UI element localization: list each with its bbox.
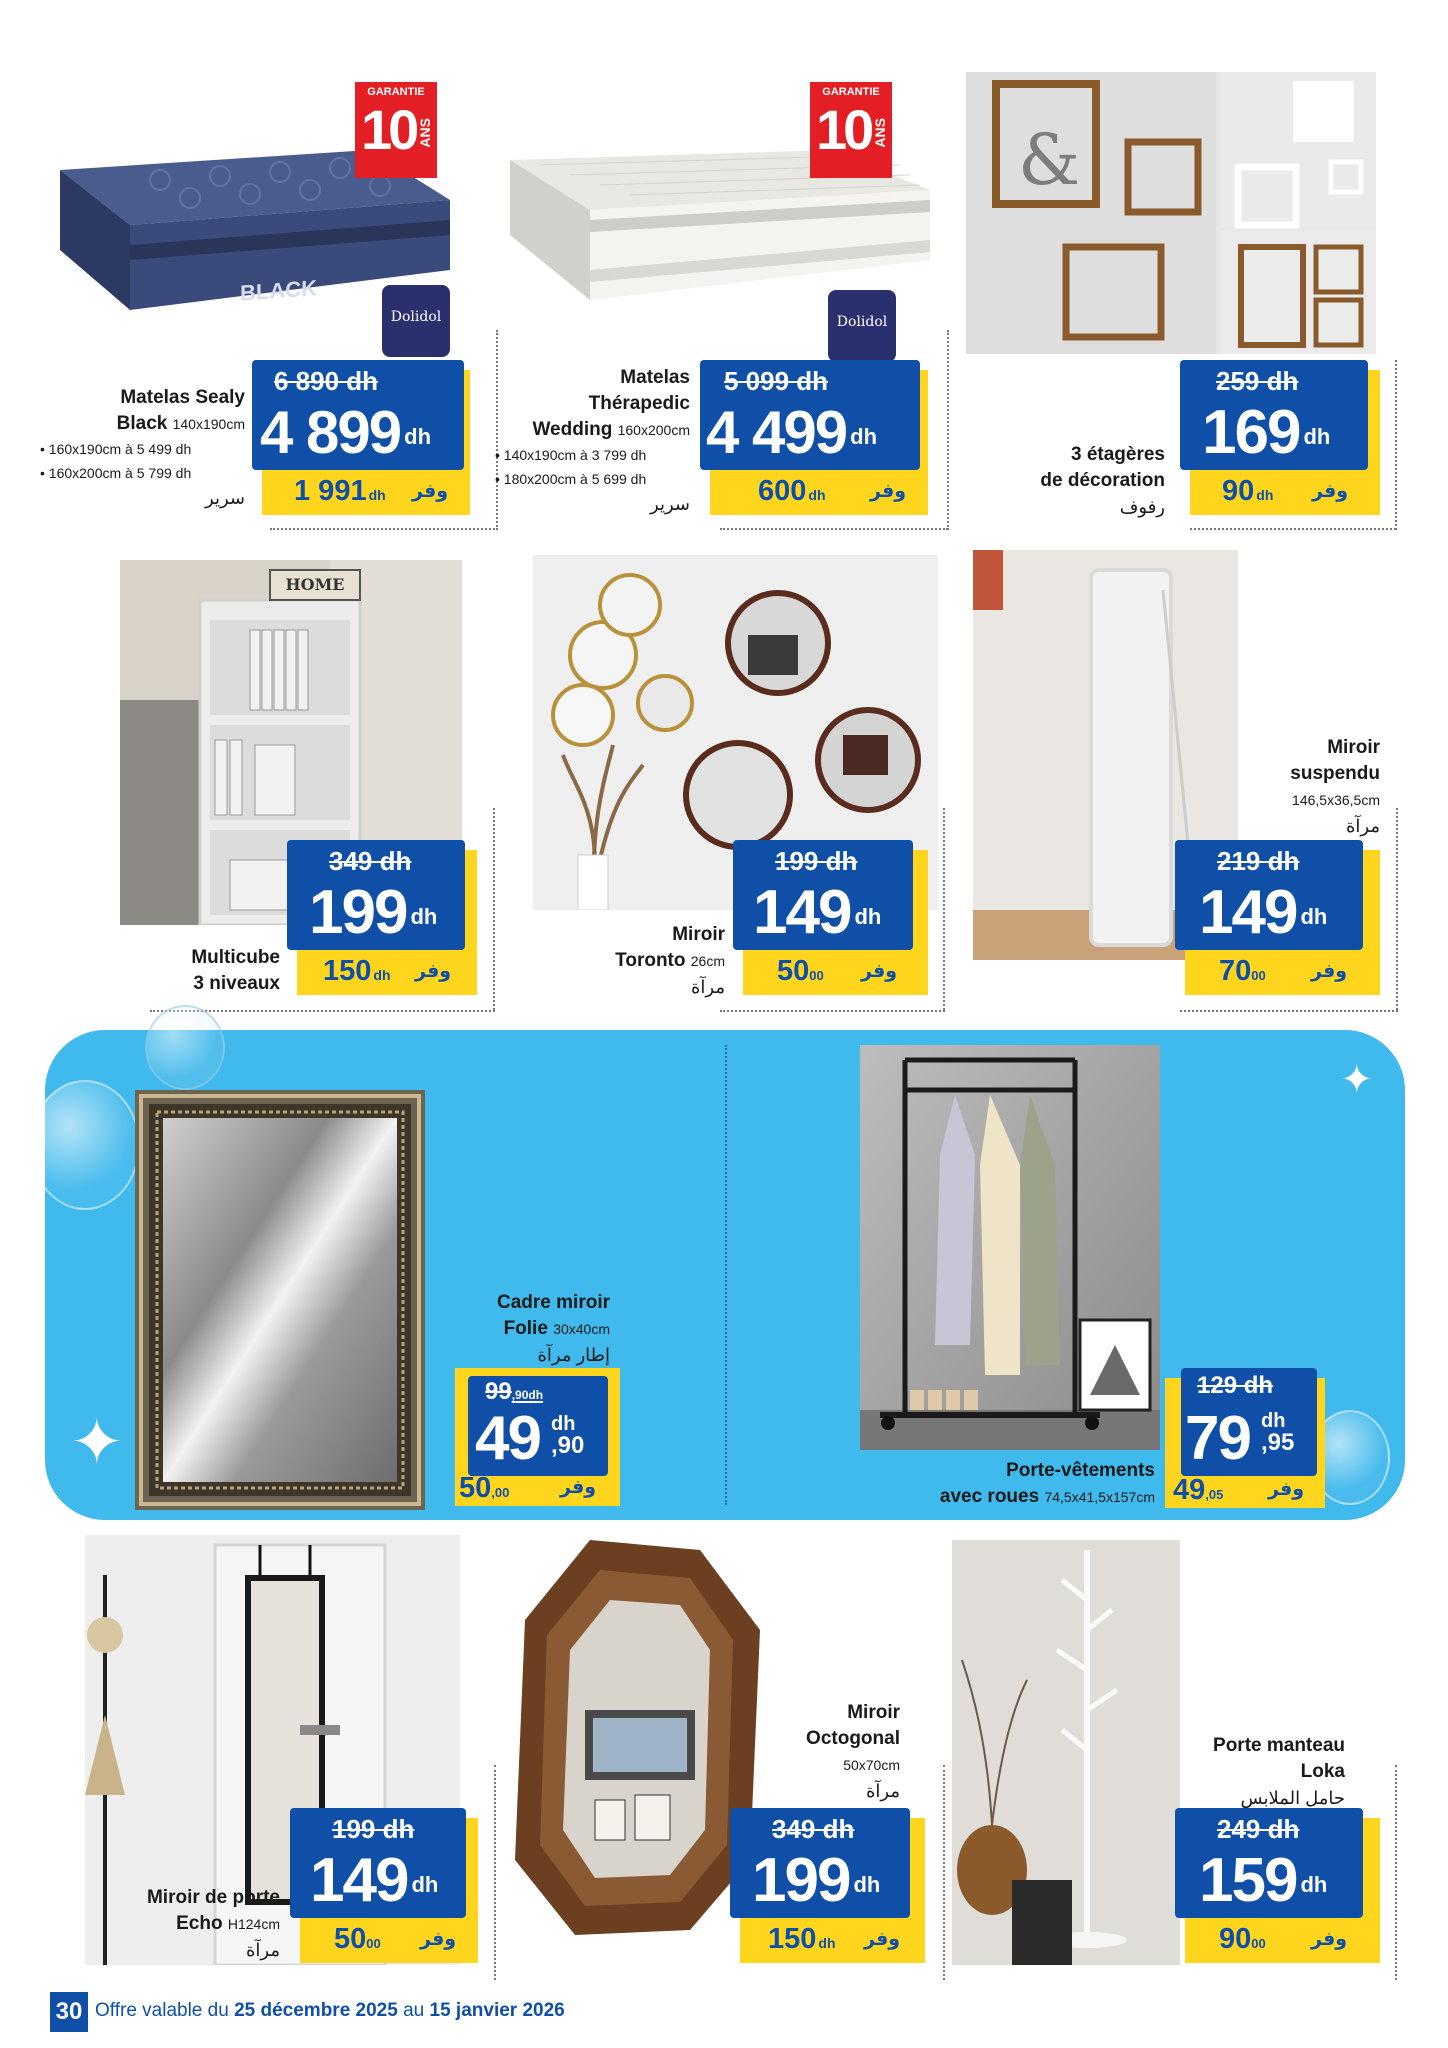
new-price: 169 dh	[1202, 398, 1331, 467]
clothes-rack-image	[860, 1045, 1160, 1450]
sparkle-icon: ✦	[70, 1406, 124, 1478]
new-price: 4 899 dh	[260, 399, 432, 466]
savings-amount: 150 dh	[323, 955, 391, 987]
savings-amount: 5000	[334, 1923, 381, 1955]
mattress-brand-text: BLACK	[240, 275, 317, 306]
price-tag	[455, 1368, 620, 1506]
shelves-image	[966, 72, 1376, 354]
octogonal-mirror-image	[515, 1540, 760, 1940]
old-price: 349 dh	[329, 846, 412, 876]
product-title: Miroir de porte Echo H124cm مرآة	[146, 1887, 280, 1960]
price-tag	[287, 840, 477, 995]
savings-amount: 9000	[1219, 1923, 1266, 1955]
savings-amount: 1 991 dh	[294, 475, 386, 507]
savings-label-ar: وفر	[420, 1929, 457, 1950]
bubble-decoration	[145, 1005, 225, 1090]
savings-amount: 600 dh	[758, 475, 826, 507]
product-title: Multicube 3 niveaux	[191, 947, 280, 994]
old-price: 6 890 dh	[274, 366, 379, 396]
sparkle-icon: ✦	[1340, 1058, 1374, 1102]
savings-amount: 49,05	[1173, 1474, 1224, 1506]
old-price: 259 dh	[1216, 366, 1299, 396]
product-title: Porte-vêtements avec roues 74,5x41,5x157cm	[939, 1460, 1155, 1507]
new-price: 79	[1185, 1404, 1250, 1473]
page-number: 30	[50, 1992, 88, 2032]
new-price: 4 499 dh	[706, 399, 878, 466]
savings-label-ar: وفر	[1311, 1929, 1348, 1950]
new-price: 149 dh	[310, 1846, 439, 1915]
dolidol-logo: Dolidol	[828, 290, 896, 362]
old-price: 349 dh	[772, 1814, 855, 1844]
price-tag	[252, 360, 470, 515]
guarantee-badge: GARANTIE 10 ANS	[355, 82, 437, 178]
new-price-cents: dh ,90	[551, 1413, 585, 1459]
new-price-cents: dh ,95	[1261, 1410, 1295, 1456]
bubble-decoration	[30, 1080, 140, 1210]
savings-label-ar: وفر	[864, 1929, 901, 1950]
price-tag	[730, 1808, 925, 1963]
new-price: 159 dh	[1199, 1846, 1328, 1915]
new-price: 199 dh	[752, 1846, 881, 1915]
old-price: 129 dh	[1197, 1372, 1274, 1399]
old-price: 99,90dh	[485, 1378, 544, 1405]
home-sign-text: HOME	[285, 575, 345, 594]
guarantee-badge: GARANTIE 10 ANS	[810, 82, 892, 178]
new-price: 49	[475, 1404, 540, 1473]
product-title: 3 étagères de décoration رفوف	[1040, 444, 1165, 517]
dolidol-logo: Dolidol	[382, 285, 450, 357]
savings-label-ar: وفر	[412, 481, 449, 502]
new-price: 149 dh	[753, 878, 882, 947]
product-title: Matelas Thérapedic Wedding 160x200cm • 140x190cm à 3 799 dh • 180x200cm à 5 699 dh سرير	[495, 367, 690, 514]
price-tag	[1175, 840, 1380, 995]
price-tag	[700, 360, 928, 515]
validity-text: Offre valable du 25 décembre 2025 au 15 janvier 2026	[95, 2000, 565, 2021]
coat-stand-image	[952, 1540, 1180, 1965]
savings-label-ar: وفر	[870, 481, 907, 502]
old-price: 5 099 dh	[724, 366, 829, 396]
product-title: Porte manteau Loka حامل الملابس	[1213, 1735, 1345, 1808]
savings-amount: 5000	[777, 955, 824, 987]
product-title: Miroir Octogonal 50x70cm مرآة	[806, 1702, 900, 1801]
savings-label-ar: وفر	[415, 961, 452, 982]
old-price: 219 dh	[1217, 846, 1300, 876]
folie-mirror-image	[135, 1090, 425, 1510]
savings-label-ar: وفر	[1312, 481, 1349, 502]
savings-amount: 7000	[1219, 955, 1266, 987]
savings-amount: 50,00	[459, 1472, 510, 1504]
savings-label-ar: وفر	[1268, 1479, 1305, 1500]
savings-label-ar: وفر	[560, 1477, 597, 1498]
old-price: 249 dh	[1217, 1814, 1300, 1844]
new-price: 149 dh	[1199, 878, 1328, 947]
savings-label-ar: وفر	[1311, 961, 1348, 982]
new-price: 199 dh	[309, 878, 438, 947]
old-price: 199 dh	[775, 846, 858, 876]
savings-amount: 150 dh	[768, 1923, 836, 1955]
savings-amount: 90 dh	[1222, 475, 1274, 507]
savings-label-ar: وفر	[861, 961, 898, 982]
price-tag	[290, 1808, 478, 1963]
price-tag	[1165, 1368, 1325, 1508]
price-tag	[733, 840, 928, 995]
svg-text:&: &	[1018, 119, 1081, 201]
price-tag	[1175, 1808, 1380, 1963]
old-price: 199 dh	[332, 1814, 415, 1844]
price-tag	[1180, 360, 1380, 515]
product-title: Matelas Sealy Black 140x190cm • 160x190cm à 5 499 dh • 160x200cm à 5 799 dh سرير	[40, 387, 245, 508]
product-title: Cadre miroir Folie 30x40cm إطار مرآة	[497, 1292, 610, 1365]
product-title: Miroir Toronto 26cm مرآة	[615, 924, 725, 997]
product-title: Miroir suspendu 146,5x36,5cm مرآة	[1290, 737, 1380, 836]
